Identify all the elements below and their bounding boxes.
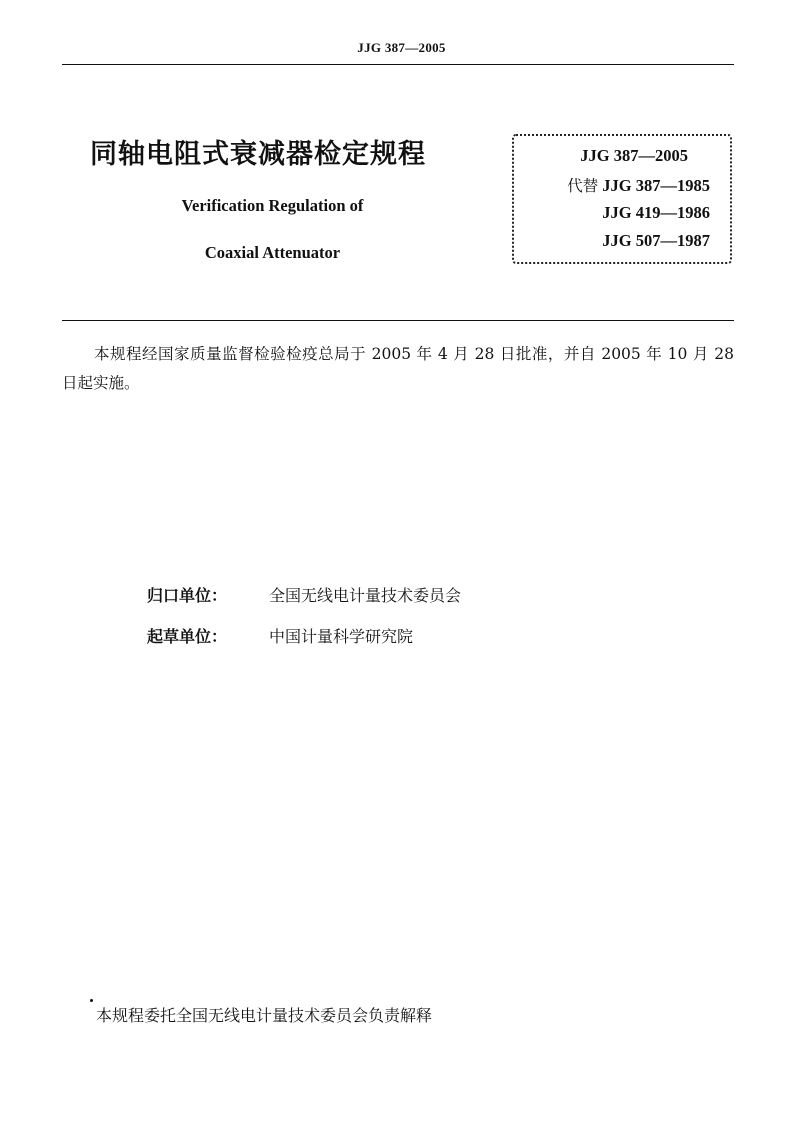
replaces-label: 代替 — [567, 177, 599, 195]
title-english-line1: Verification Regulation of — [181, 196, 364, 215]
organization-row-responsible — [147, 583, 461, 606]
title-chinese: 同轴电阻式衰减器检定规程 — [90, 139, 426, 170]
replaced-standard-1 — [567, 174, 710, 196]
standard-code-box — [512, 134, 732, 264]
organization-row-drafting — [147, 624, 413, 647]
interpretation-note: 本规程委托全国无线电计量技术委员会负责解释 — [96, 1006, 433, 1025]
section-rule — [62, 320, 734, 321]
header-rule — [62, 64, 734, 65]
org-value: 全国无线电计量技术委员会 — [269, 586, 462, 605]
org-label: 归口单位： — [147, 586, 228, 605]
current-standard-code: JJG 387—2005 — [580, 146, 688, 165]
org-label: 起草单位： — [147, 627, 228, 646]
bullet-dot — [90, 999, 93, 1002]
replaced-code: JJG 387—1985 — [602, 176, 710, 195]
org-value: 中国计量科学研究院 — [269, 627, 414, 646]
title-english-line2: Coaxial Attenuator — [204, 243, 341, 262]
approval-statement: 本规程经国家质量监督检验检疫总局于 2005 年 4 月 28 日批准，并自 2005 年 10 月 28 日起实施。 — [62, 345, 734, 392]
replaced-standard-3: JJG 507—1987 — [602, 231, 710, 250]
running-header: JJG 387—2005 — [357, 40, 446, 55]
replaced-standard-2: JJG 419—1986 — [602, 203, 710, 222]
